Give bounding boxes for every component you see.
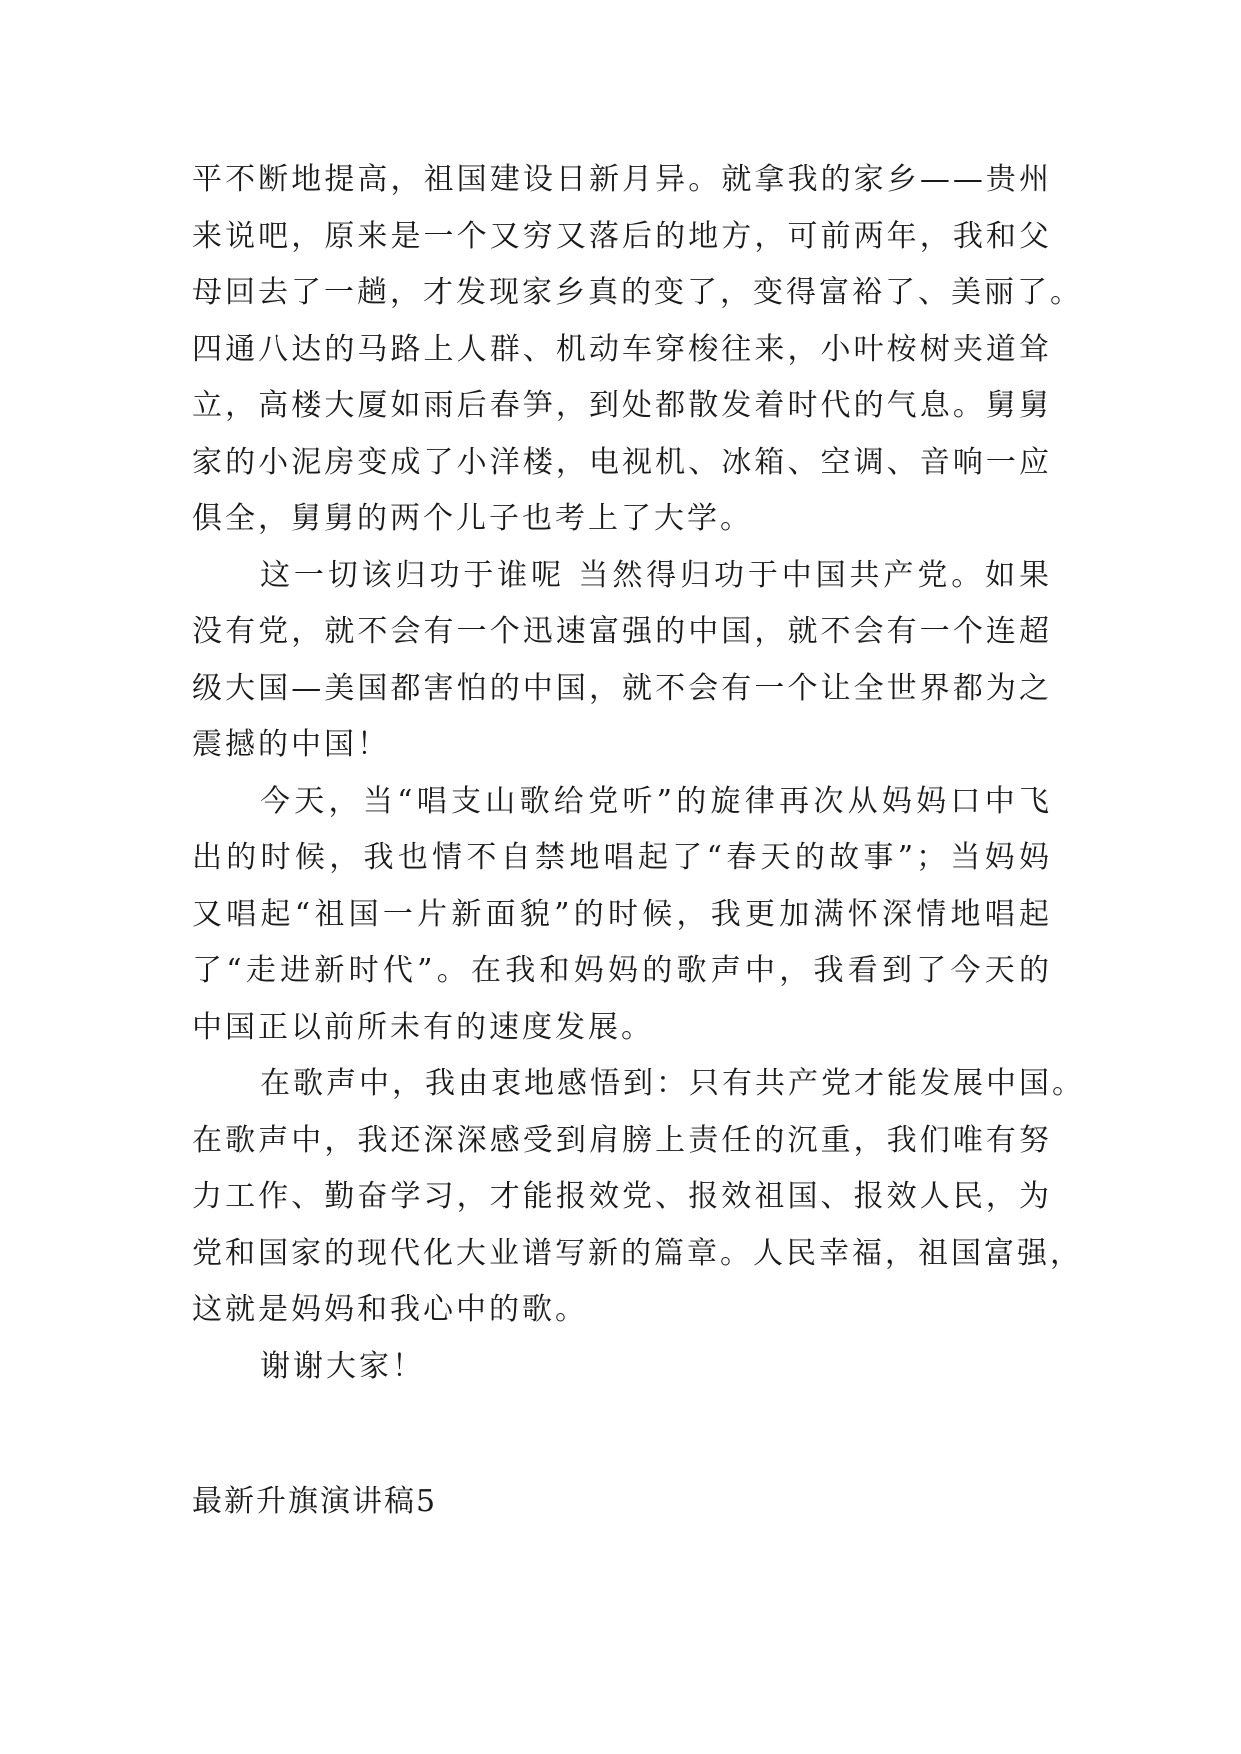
text-line: 四通八达的马路上人群、机动车穿梭往来，小叶桉树夹道耸: [192, 331, 1052, 367]
text-line: 中国正以前所未有的速度发展。: [192, 1009, 654, 1045]
text-line: 母回去了一趟，才发现家乡真的变了，变得富裕了、美丽了。: [192, 275, 1083, 310]
text-line: 级大国—美国都害怕的中国，就不会有一个让全世界都为之: [192, 670, 1052, 706]
text-line: 平不断地提高，祖国建设日新月异。就拿我的家乡——贵州: [192, 162, 1052, 197]
text-line: 这就是妈妈和我心中的歌。: [192, 1292, 588, 1327]
text-line: 立，高楼大厦如雨后春笋，到处都散发着时代的气息。舅舅: [192, 388, 1052, 423]
text-line: 党和国家的现代化大业谱写新的篇章。人民幸福，祖国富强，: [192, 1235, 1083, 1271]
text-line: 今天，当“唱支山歌给党听”的旋律再次从妈妈口中飞: [260, 783, 1052, 819]
speech-body: [192, 152, 1085, 1395]
text-line: 没有党，就不会有一个迅速富强的中国，就不会有一个连超: [192, 614, 1052, 649]
text-line: 这一切该归功于谁呢 当然得归功于中国共产党。如果: [260, 557, 1052, 593]
text-line: 在歌声中，我还深深感受到肩膀上责任的沉重，我们唯有努: [192, 1122, 1052, 1158]
text-line: 力工作、勤奋学习，才能报效党、报效祖国、报效人民，为: [192, 1179, 1052, 1214]
text-line: 了“走进新时代”。在我和妈妈的歌声中，我看到了今天的: [192, 953, 1052, 988]
text-line: 俱全，舅舅的两个儿子也考上了大学。: [192, 501, 753, 536]
text-line: 出的时候，我也情不自禁地唱起了“春天的故事”；当妈妈: [192, 840, 1052, 875]
next-section-heading: 最新升旗演讲稿5: [192, 1484, 438, 1519]
closing-line: 谢谢大家！: [260, 1348, 425, 1384]
text-line: 在歌声中，我由衷地感悟到：只有共产党才能发展中国。: [260, 1066, 1085, 1101]
text-line: 来说吧，原来是一个又穷又落后的地方，可前两年，我和父: [192, 218, 1052, 254]
text-line: 家的小泥房变成了小洋楼，电视机、冰箱、空调、音响一应: [192, 444, 1052, 480]
text-line: 震撼的中国！: [192, 727, 390, 762]
text-line: 又唱起“祖国一片新面貌”的时候，我更加满怀深情地唱起: [192, 896, 1052, 932]
